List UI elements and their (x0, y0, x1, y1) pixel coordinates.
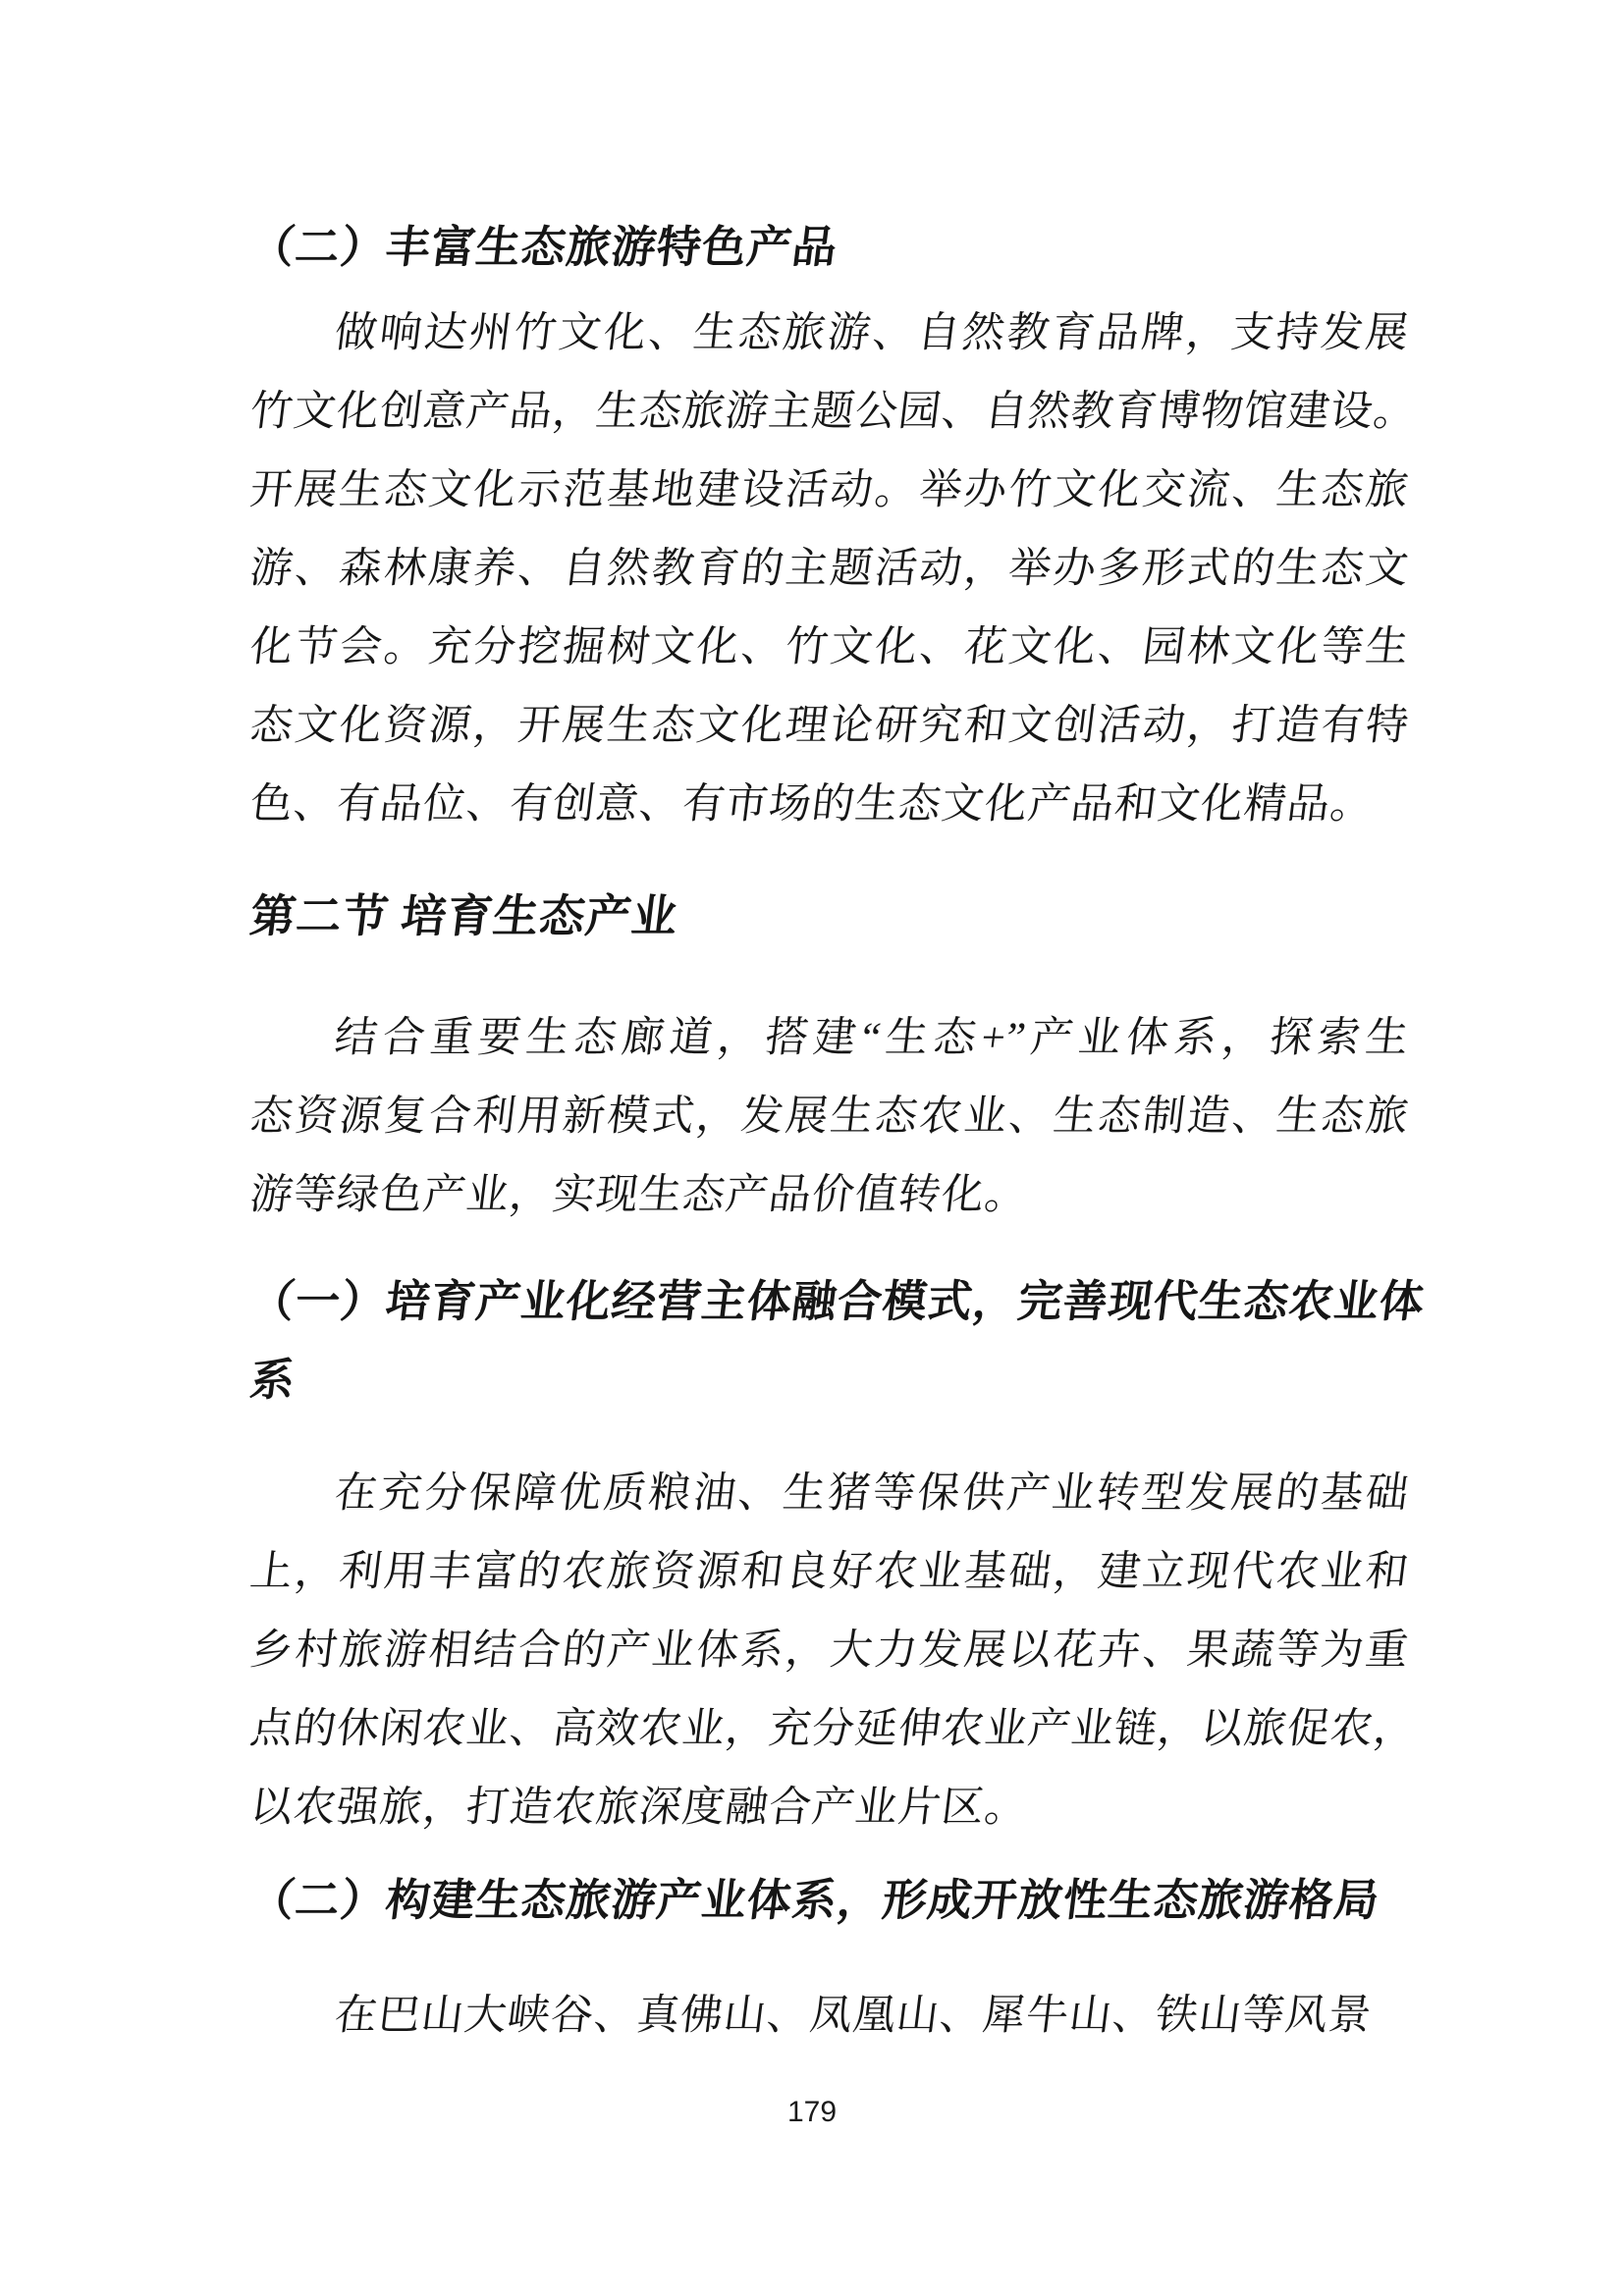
text-line: 竹文化创意产品，生态旅游主题公园、自然教育博物馆建设。 (247, 389, 1420, 435)
text-line: 做响达州竹文化、生态旅游、自然教育品牌，支持发展 (332, 310, 1412, 356)
page-number: 179 (786, 2096, 838, 2128)
page-number-row (0, 2073, 1624, 2152)
heading-line: 系 (246, 1356, 299, 1405)
text-line: 上，利用丰富的农旅资源和良好农业基础，建立现代农业和 (247, 1549, 1412, 1595)
text-line: 在充分保障优质粮油、生猪等保供产业转型发展的基础 (332, 1470, 1412, 1517)
text-line: 乡村旅游相结合的产业体系，大力发展以花卉、果蔬等为重 (247, 1628, 1412, 1674)
paragraph-block (247, 294, 1420, 844)
text-line: 态文化资源，开展生态文化理论研究和文创活动，打造有特 (247, 703, 1412, 749)
subheading-block (246, 208, 1409, 287)
subheading-block (246, 1262, 1429, 1419)
heading-line: 第二节 培育生态产业 (246, 891, 681, 941)
heading-line: （一）培育产业化经营主体融合模式，完善现代生态农业体 (246, 1277, 1429, 1326)
paragraph-block (247, 999, 1412, 1235)
subheading-block (246, 1861, 1409, 1940)
text-line: 结合重要生态廊道，搭建“生态+”产业体系，探索生 (332, 1015, 1412, 1061)
heading-line: （二）构建生态旅游产业体系，形成开放性生态旅游格局 (246, 1876, 1383, 1925)
text-line: 游、森林康养、自然教育的主题活动，举办多形式的生态文 (247, 546, 1412, 592)
text-line: 化节会。充分挖掘树文化、竹文化、花文化、园林文化等生 (247, 624, 1412, 670)
section-heading-block (246, 878, 1409, 956)
text-line: 点的休闲农业、高效农业，充分延伸农业产业链，以旅促农， (247, 1706, 1420, 1752)
text-line: 态资源复合利用新模式，发展生态农业、生态制造、生态旅 (247, 1094, 1412, 1140)
paragraph-block (250, 1977, 1409, 2056)
heading-line: （二）丰富生态旅游特色产品 (246, 223, 841, 272)
text-line: 在巴山大峡谷、真佛山、凤凰山、犀牛山、铁山等风景 (332, 1993, 1375, 2039)
text-line: 开展生态文化示范基地建设活动。举办竹文化交流、生态旅 (247, 467, 1412, 513)
text-line: 游等绿色产业，实现生态产品价值转化。 (247, 1172, 1031, 1218)
paragraph-block (247, 1455, 1420, 1847)
text-line: 色、有品位、有创意、有市场的生态文化产品和文化精品。 (247, 781, 1377, 828)
text-line: 以农强旅，打造农旅深度融合产业片区。 (247, 1785, 1031, 1831)
